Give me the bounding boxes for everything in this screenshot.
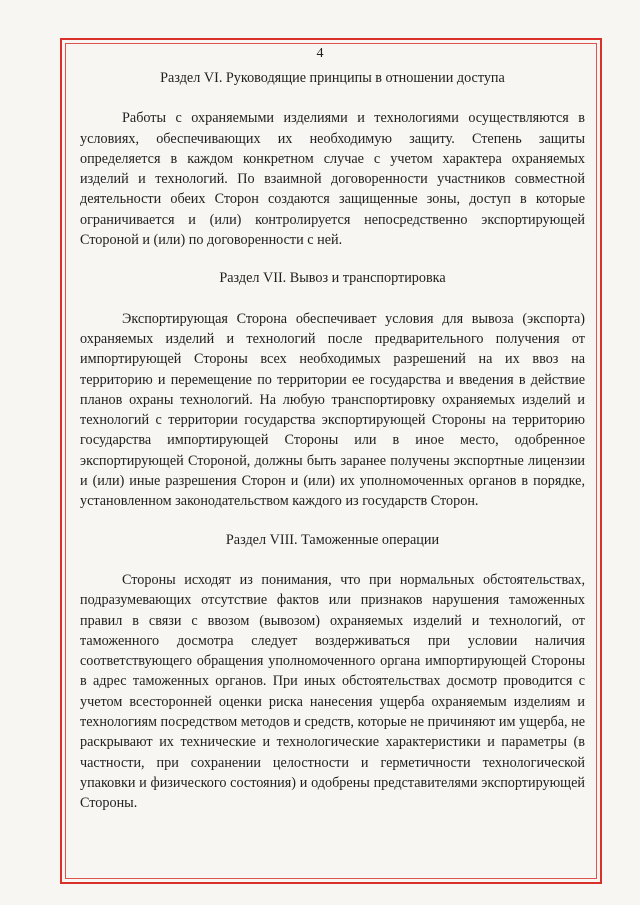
spacer [80,88,585,108]
section-8-heading: Раздел VIII. Таможенные операции [225,531,440,548]
spacer [80,550,585,570]
section-6-heading: Раздел VI. Руководящие принципы в отношении доступа [160,70,505,86]
document-body [80,68,585,814]
page-number: 4 [316,46,324,61]
section-7-paragraph: Экспортирующая Сторона обеспечивает условия для вывоза (экспорта) охраняемых изделий и технологий после предварительного получения от импортирующей Стороны всех необходимых разрешений на их ввоз на территорию и перемещение по территории ее государства и введения в действие планов охраны технологий. На любую транспортировку охраняемых изделий и технологий с территории государства экспортирующей Стороны на территорию государства импортирующей Стороны или в иное место, одобренное экспортирующей Стороной, должны быть заранее получены экспортные лицензии и (или) иные разрешения Сторон и (или) их уполномоченных органов в порядке, установленном законодательством каждого из государств Сторон. [80,310,585,510]
section-7-heading: Раздел VII. Вывоз и транспортировка [219,270,446,287]
section-8-paragraph: Стороны исходят из понимания, что при нормальных обстоятельствах, подразумевающих отсутствие фактов или признаков нарушения таможенных правил в связи с ввозом (вывозом) охраняемых изделий и технологий, от таможенного досмотра следует воздерживаться при условии наличия соответствующего обращения уполномоченного органа импортирующей Стороны в адрес таможенных органов. При иных обстоятельствах досмотр проводится с учетом всесторонней оценки риска нанесения ущерба охраняемым изделиям и технологиям посредством методов и средств, которые не причиняют им ущерба, не раскрывают их технические и технологические характеристики и параметры (в частности, при сохранении целостности и герметичности технологической упаковки и физического состояния) и одобрены представителями экспортирующей Стороны. [80,571,585,812]
section-6-paragraph: Работы с охраняемыми изделиями и технологиями осуществляются в условиях, обеспечивающих их необходимую защиту. Степень защиты определяется в каждом конкретном случае с учетом характера охраняемых изделий и технологий. По взаимной договоренности участников совместной деятельности обеих Сторон создаются защищенные зоны, доступ в которые ограничивается и (или) контролируется непосредственно экспортирующей Стороной и (или) по договоренности с ней. [80,110,585,249]
spacer [80,512,585,530]
spacer [80,250,585,268]
spacer [80,289,585,309]
